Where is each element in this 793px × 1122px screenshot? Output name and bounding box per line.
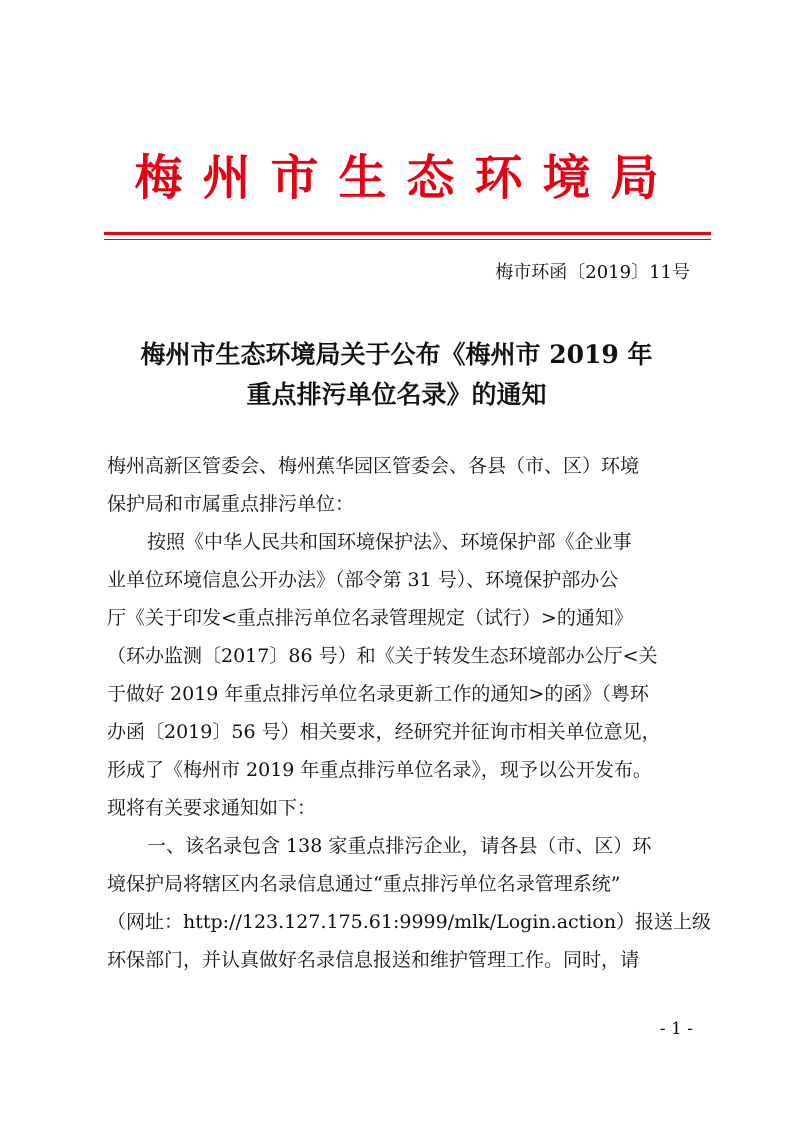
paragraph-legal-basis — [107, 523, 697, 827]
paragraph-line: 于做好 2019 年重点排污单位名录更新工作的通知>的函》（粤环 — [107, 683, 649, 705]
paragraph-line: 办函〔2019〕56 号）相关要求，经研究并征询市相关单位意见， — [107, 721, 661, 743]
notice-title-line-2: 重点排污单位名录》的通知 — [246, 380, 547, 409]
paragraph-line: 厅《关于印发<重点排污单位名录管理规定（试行）>的通知》 — [107, 607, 633, 629]
salutation — [107, 447, 697, 523]
red-header-rule-thick — [104, 232, 711, 235]
paragraph-line: （环办监测〔2017〕86 号）和《关于转发生态环境部办公厅<关 — [107, 645, 658, 667]
paragraph-line: 按照《中华人民共和国环境保护法》、环境保护部《企业事 — [147, 531, 632, 553]
paragraph-line-with-url: （网址：http://123.127.175.61:9999/mlk/Login.action）报送上级 — [107, 911, 712, 933]
paragraph-line: 环保部门，并认真做好名录信息报送和维护管理工作。同时，请 — [107, 949, 640, 971]
salutation-line: 梅州高新区管委会、梅州蕉华园区管委会、各县（市、区）环境 — [107, 455, 640, 477]
notice-body — [107, 447, 712, 979]
paragraph-line: 现将有关要求通知如下： — [107, 797, 317, 819]
paragraph-line: 一、该名录包含 138 家重点排污企业，请各县（市、区）环 — [147, 835, 652, 857]
notice-title — [80, 335, 713, 415]
red-header-rule-thin — [104, 239, 711, 240]
paragraph-line: 形成了《梅州市 2019 年重点排污单位名录》，现予以公开发布。 — [107, 759, 652, 781]
issuing-authority-title: 梅州市生态环境局 — [134, 150, 679, 206]
paragraph-item-one — [107, 827, 712, 979]
paragraph-line: 境保护局将辖区内名录信息通过“重点排污单位名录管理系统” — [107, 873, 621, 895]
notice-title-line-1: 梅州市生态环境局关于公布《梅州市 2019 年 — [140, 340, 653, 369]
page-number: - 1 - — [659, 1019, 693, 1039]
salutation-line: 保护局和市属重点排污单位： — [107, 493, 355, 515]
document-number: 梅市环函〔2019〕11号 — [495, 262, 690, 283]
paragraph-line: 业单位环境信息公开办法》（部令第 31 号）、环境保护部办公 — [107, 569, 619, 591]
